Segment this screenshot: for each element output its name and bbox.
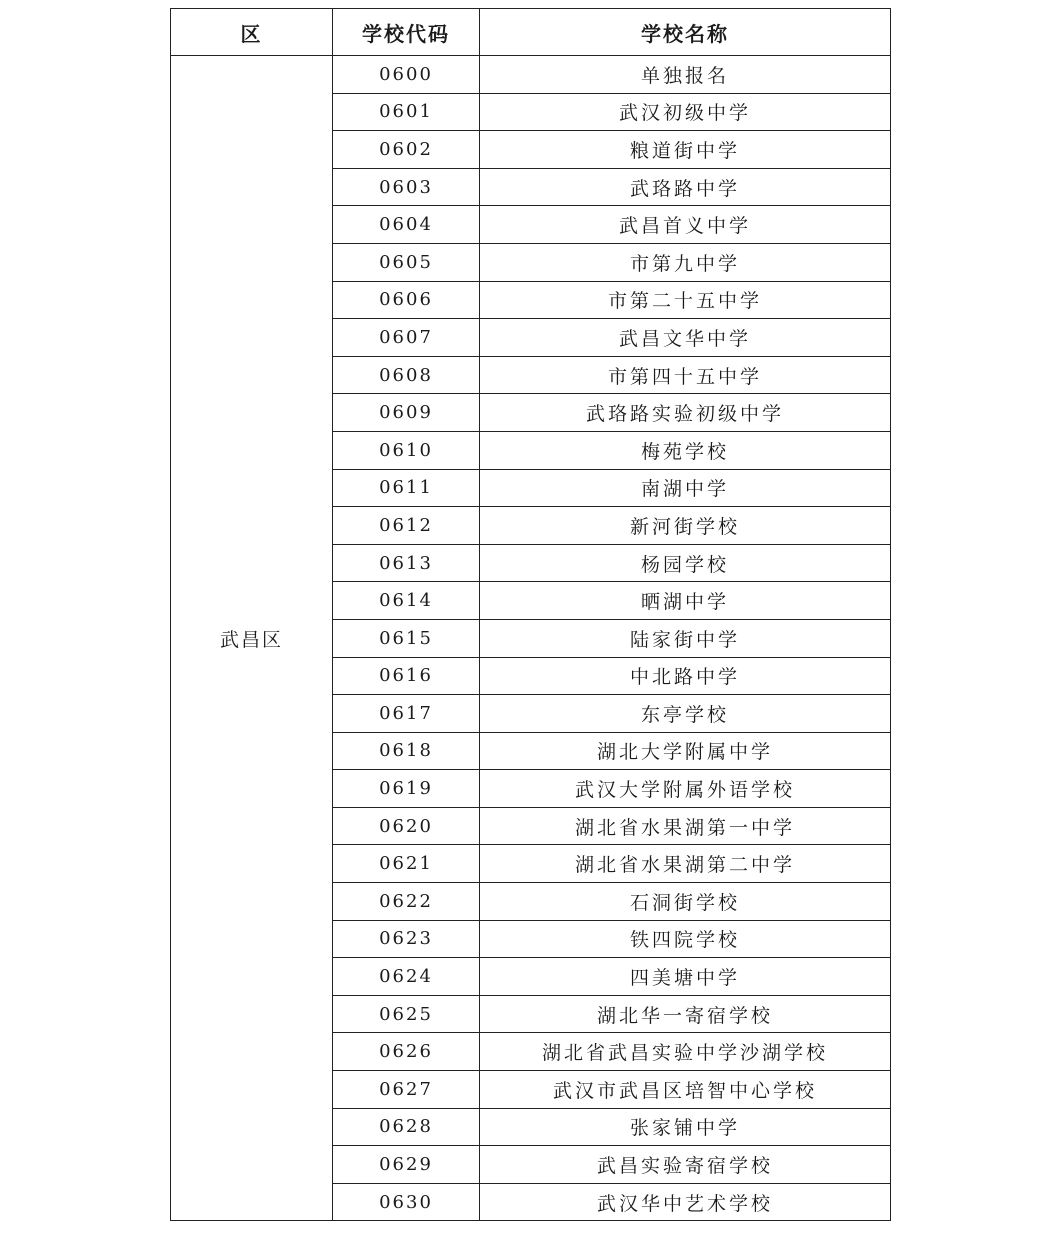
school-code-cell: 0602 [333,131,480,169]
school-code-cell: 0614 [333,582,480,620]
school-name-cell: 市第二十五中学 [480,281,891,319]
school-name-cell: 武昌文华中学 [480,319,891,357]
school-code-cell: 0601 [333,93,480,131]
school-code-cell: 0630 [333,1183,480,1221]
school-name-cell: 中北路中学 [480,657,891,695]
school-name-cell: 武汉大学附属外语学校 [480,770,891,808]
school-name-cell: 南湖中学 [480,469,891,507]
school-code-cell: 0610 [333,431,480,469]
school-name-cell: 湖北省水果湖第一中学 [480,807,891,845]
school-name-cell: 市第九中学 [480,243,891,281]
school-name-cell: 湖北华一寄宿学校 [480,995,891,1033]
school-code-cell: 0619 [333,770,480,808]
header-school-name: 学校名称 [480,9,891,56]
school-code-cell: 0628 [333,1108,480,1146]
school-name-cell: 杨园学校 [480,544,891,582]
school-name-cell: 单独报名 [480,56,891,94]
school-code-cell: 0624 [333,958,480,996]
school-code-cell: 0626 [333,1033,480,1071]
school-code-cell: 0609 [333,394,480,432]
school-code-cell: 0627 [333,1071,480,1109]
header-row [171,9,891,56]
school-name-cell: 陆家街中学 [480,619,891,657]
header-district: 区 [171,9,333,56]
school-code-cell: 0625 [333,995,480,1033]
school-name-cell: 市第四十五中学 [480,356,891,394]
school-code-cell: 0608 [333,356,480,394]
school-code-cell: 0613 [333,544,480,582]
school-name-cell: 武昌首义中学 [480,206,891,244]
school-code-cell: 0603 [333,168,480,206]
school-name-cell: 石洞街学校 [480,883,891,921]
school-name-cell: 东亭学校 [480,695,891,733]
school-code-cell: 0623 [333,920,480,958]
school-code-cell: 0612 [333,507,480,545]
school-name-cell: 武汉初级中学 [480,93,891,131]
school-name-cell: 武汉市武昌区培智中心学校 [480,1071,891,1109]
school-name-cell: 湖北大学附属中学 [480,732,891,770]
district-cell: 武昌区 [171,56,333,1221]
school-name-cell: 武昌实验寄宿学校 [480,1146,891,1184]
school-code-cell: 0607 [333,319,480,357]
school-code-cell: 0600 [333,56,480,94]
school-name-cell: 张家铺中学 [480,1108,891,1146]
school-code-cell: 0605 [333,243,480,281]
school-code-cell: 0621 [333,845,480,883]
table-body [171,56,891,1221]
school-code-cell: 0611 [333,469,480,507]
school-name-cell: 武珞路中学 [480,168,891,206]
school-code-cell: 0617 [333,695,480,733]
school-code-cell: 0629 [333,1146,480,1184]
table-header [171,9,891,56]
school-code-cell: 0622 [333,883,480,921]
school-name-cell: 晒湖中学 [480,582,891,620]
school-code-cell: 0606 [333,281,480,319]
school-code-cell: 0615 [333,619,480,657]
school-name-cell: 四美塘中学 [480,958,891,996]
header-school-code: 学校代码 [333,9,480,56]
school-name-cell: 粮道街中学 [480,131,891,169]
school-name-cell: 湖北省武昌实验中学沙湖学校 [480,1033,891,1071]
school-name-cell: 武汉华中艺术学校 [480,1183,891,1221]
school-code-cell: 0618 [333,732,480,770]
school-code-cell: 0604 [333,206,480,244]
school-code-cell: 0620 [333,807,480,845]
school-name-cell: 武珞路实验初级中学 [480,394,891,432]
school-code-cell: 0616 [333,657,480,695]
table-row [171,56,891,94]
school-name-cell: 新河街学校 [480,507,891,545]
school-code-table [170,8,891,1221]
school-name-cell: 铁四院学校 [480,920,891,958]
school-name-cell: 梅苑学校 [480,431,891,469]
school-name-cell: 湖北省水果湖第二中学 [480,845,891,883]
